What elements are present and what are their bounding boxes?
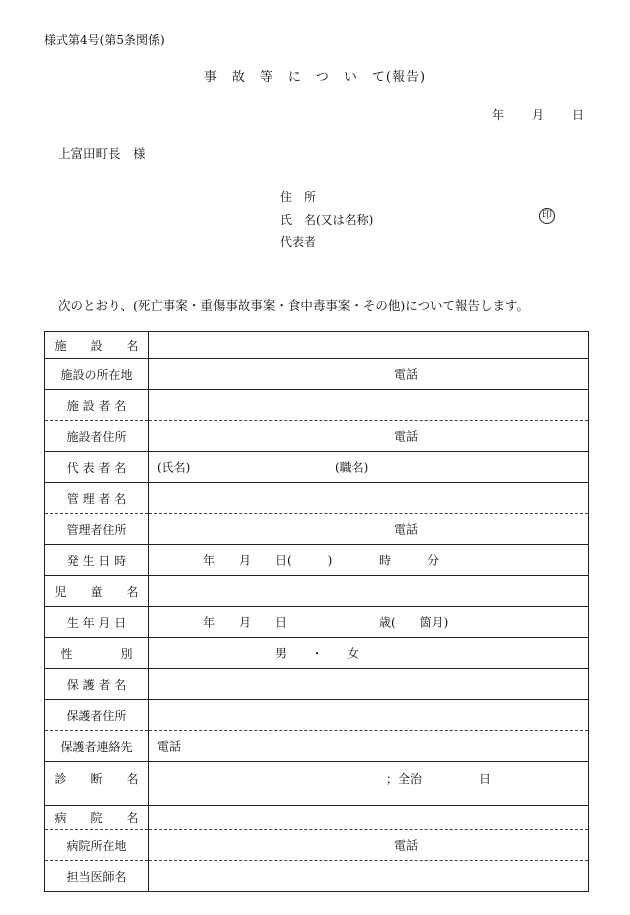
table-row bbox=[45, 669, 589, 700]
guardian-address-label: 保護者住所 bbox=[45, 700, 149, 731]
table-row bbox=[45, 545, 589, 576]
phone-label: 電話 bbox=[157, 739, 182, 754]
occurrence-datetime-value[interactable] bbox=[149, 545, 589, 576]
table-row bbox=[45, 638, 589, 669]
table-row bbox=[45, 514, 589, 545]
diagnosis-value[interactable] bbox=[149, 762, 589, 806]
applicant-address-label: 住 所 bbox=[280, 190, 317, 204]
phone-label: 電話 bbox=[394, 838, 419, 853]
facility-name-label: 施 設 名 bbox=[45, 332, 149, 359]
date-year: 年 bbox=[492, 108, 505, 122]
phone-label: 電話 bbox=[394, 429, 419, 444]
representative-name-label: 代 表 者 名 bbox=[45, 452, 149, 483]
date-month: 月 bbox=[532, 108, 545, 122]
diagnosis-label: 診 断 名 bbox=[45, 762, 149, 806]
facility-location-value[interactable] bbox=[149, 359, 589, 390]
report-table bbox=[44, 331, 589, 892]
date-line bbox=[492, 106, 584, 123]
child-name-label: 児 童 名 bbox=[45, 576, 149, 607]
guardian-contact-value[interactable] bbox=[149, 731, 589, 762]
operator-name-label: 施 設 者 名 bbox=[45, 390, 149, 421]
guardian-name-value[interactable] bbox=[149, 669, 589, 700]
guardian-address-value[interactable] bbox=[149, 700, 589, 731]
occurrence-datetime-label: 発 生 日 時 bbox=[45, 545, 149, 576]
birth-date-label: 生 年 月 日 bbox=[45, 607, 149, 638]
recovery-days: 日 bbox=[479, 772, 492, 786]
occ-month: 月 bbox=[239, 553, 252, 568]
facility-location-label: 施設の所在地 bbox=[45, 359, 149, 390]
seal-mark: 印 bbox=[539, 208, 555, 224]
doctor-name-label: 担当医師名 bbox=[45, 861, 149, 892]
applicant-name-label: 氏 名(又は名称) bbox=[280, 213, 374, 227]
sex-separator: ・ bbox=[311, 646, 324, 661]
applicant-representative-label: 代表者 bbox=[280, 235, 317, 249]
sex-female[interactable]: 女 bbox=[347, 646, 360, 661]
phone-label: 電話 bbox=[394, 367, 419, 382]
manager-name-label: 管 理 者 名 bbox=[45, 483, 149, 514]
operator-address-value[interactable] bbox=[149, 421, 589, 452]
sex-label: 性 別 bbox=[45, 638, 149, 669]
table-row bbox=[45, 421, 589, 452]
manager-name-value[interactable] bbox=[149, 483, 589, 514]
table-row bbox=[45, 332, 589, 359]
representative-name-value[interactable] bbox=[149, 452, 589, 483]
hospital-name-label: 病 院 名 bbox=[45, 806, 149, 830]
rep-title-sub: (職名) bbox=[335, 460, 369, 475]
hospital-address-value[interactable] bbox=[149, 830, 589, 861]
operator-name-value[interactable] bbox=[149, 390, 589, 421]
sex-male[interactable]: 男 bbox=[275, 646, 288, 661]
occ-year: 年 bbox=[203, 553, 216, 568]
table-row bbox=[45, 390, 589, 421]
facility-name-value[interactable] bbox=[149, 332, 589, 359]
form-number: 様式第4号(第5条関係) bbox=[44, 33, 165, 47]
date-day: 日 bbox=[572, 108, 585, 122]
manager-address-label: 管理者住所 bbox=[45, 514, 149, 545]
intro-text: 次のとおり、(死亡事案・重傷事故事案・食中毒事案・その他)について報告します。 bbox=[58, 298, 530, 313]
hospital-name-value[interactable] bbox=[149, 806, 589, 830]
age-label: 歳( 箇月) bbox=[379, 615, 449, 630]
table-row bbox=[45, 861, 589, 892]
child-name-value[interactable] bbox=[149, 576, 589, 607]
hospital-address-label: 病院所在地 bbox=[45, 830, 149, 861]
sex-value[interactable] bbox=[149, 638, 589, 669]
manager-address-value[interactable] bbox=[149, 514, 589, 545]
birth-day: 日 bbox=[275, 615, 288, 630]
addressee: 上富田町長 様 bbox=[58, 146, 146, 161]
table-row bbox=[45, 452, 589, 483]
table-row bbox=[45, 483, 589, 514]
table-row bbox=[45, 762, 589, 806]
guardian-contact-label: 保護者連絡先 bbox=[45, 731, 149, 762]
birth-month: 月 bbox=[239, 615, 252, 630]
table-row bbox=[45, 700, 589, 731]
occ-day: 日( ) bbox=[275, 553, 333, 568]
table-row bbox=[45, 576, 589, 607]
table-row bbox=[45, 830, 589, 861]
table-row bbox=[45, 806, 589, 830]
rep-name-sub: (氏名) bbox=[157, 460, 191, 475]
phone-label: 電話 bbox=[394, 522, 419, 537]
occ-hour: 時 bbox=[379, 553, 392, 568]
doctor-name-value[interactable] bbox=[149, 861, 589, 892]
guardian-name-label: 保 護 者 名 bbox=[45, 669, 149, 700]
document-title: 事 故 等 に つ い て(報告) bbox=[203, 70, 427, 85]
occ-minute: 分 bbox=[427, 553, 440, 568]
table-row bbox=[45, 359, 589, 390]
operator-address-label: 施設者住所 bbox=[45, 421, 149, 452]
birth-date-value[interactable] bbox=[149, 607, 589, 638]
birth-year: 年 bbox=[203, 615, 216, 630]
table-row bbox=[45, 607, 589, 638]
recovery-label: ；全治 bbox=[386, 772, 423, 786]
table-row bbox=[45, 731, 589, 762]
